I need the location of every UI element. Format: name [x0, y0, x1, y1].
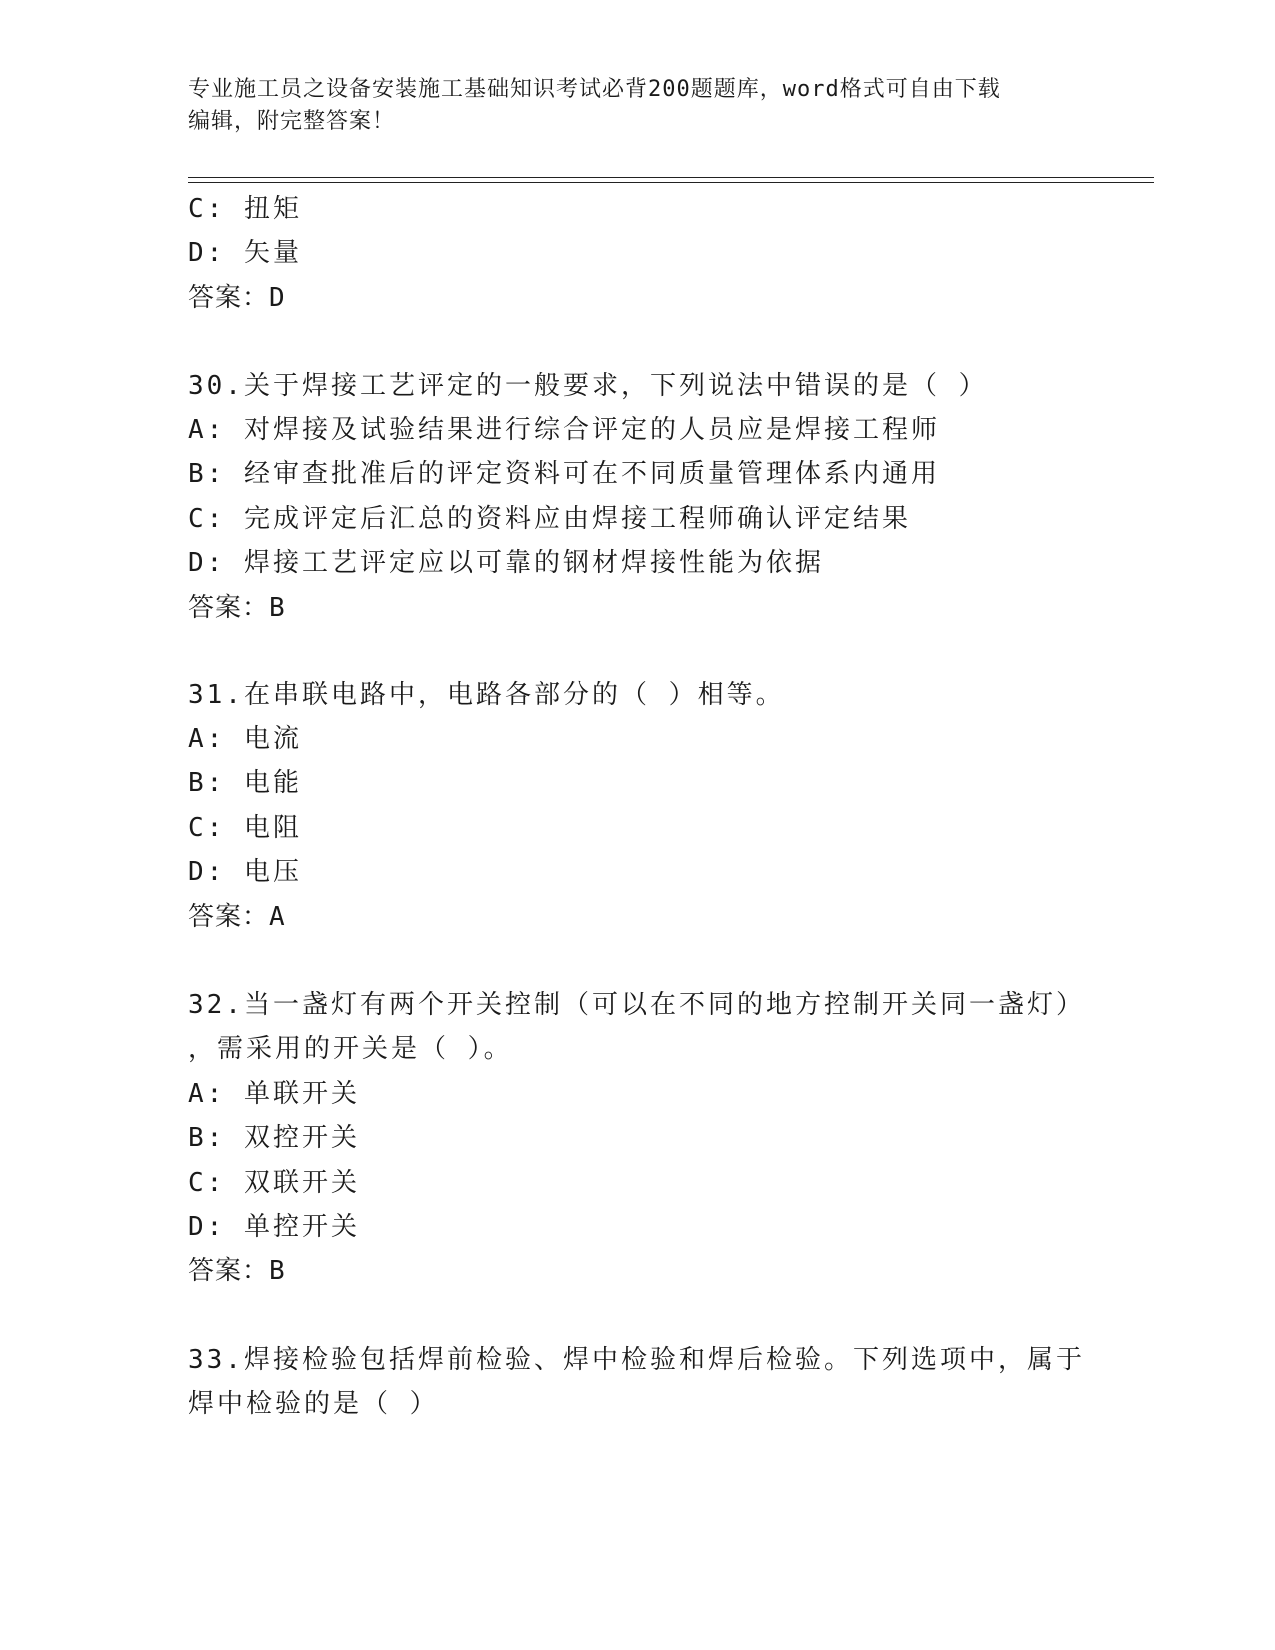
q32-option-d: D: 单控开关	[188, 1212, 360, 1242]
q32-stem-line-2: ，需采用的开关是（ ）。	[188, 1034, 513, 1064]
q30-stem: 30.关于焊接工艺评定的一般要求，下列说法中错误的是（ ）	[188, 371, 988, 401]
header-divider-top	[188, 177, 1154, 178]
q31-answer: 答案：A	[188, 902, 286, 932]
q32-option-b: B: 双控开关	[188, 1123, 360, 1153]
q30-option-b: B: 经审查批准后的评定资料可在不同质量管理体系内通用	[188, 459, 940, 489]
q32-option-a: A: 单联开关	[188, 1079, 360, 1109]
q32-answer: 答案：B	[188, 1256, 286, 1286]
header-divider-bottom	[188, 182, 1154, 183]
prev-option-c: C: 扭矩	[188, 194, 302, 224]
q31-option-d: D: 电压	[188, 857, 302, 887]
q30-answer: 答案：B	[188, 593, 286, 623]
q30-option-a: A: 对焊接及试验结果进行综合评定的人员应是焊接工程师	[188, 415, 940, 445]
q31-option-b: B: 电能	[188, 768, 302, 798]
document-header	[188, 74, 1088, 138]
q32-option-c: C: 双联开关	[188, 1168, 360, 1198]
q31-option-a: A: 电流	[188, 724, 302, 754]
q33-stem-line-1: 33.焊接检验包括焊前检验、焊中检验和焊后检验。下列选项中，属于	[188, 1345, 1085, 1375]
q31-option-c: C: 电阻	[188, 813, 302, 843]
q33-stem-line-2: 焊中检验的是（ ）	[188, 1389, 439, 1419]
header-title-line-1: 专业施工员之设备安装施工基础知识考试必背200题题库，word格式可自由下载	[188, 77, 1001, 102]
header-title-line-2: 编辑，附完整答案！	[188, 109, 396, 134]
q32-stem-line-1: 32.当一盏灯有两个开关控制（可以在不同的地方控制开关同一盏灯）	[188, 990, 1085, 1020]
prev-answer: 答案：D	[188, 283, 286, 313]
q30-option-d: D: 焊接工艺评定应以可靠的钢材焊接性能为依据	[188, 548, 824, 578]
q30-option-c: C: 完成评定后汇总的资料应由焊接工程师确认评定结果	[188, 504, 911, 534]
prev-option-d: D: 矢量	[188, 238, 302, 268]
q31-stem: 31.在串联电路中，电路各部分的（ ）相等。	[188, 680, 785, 710]
